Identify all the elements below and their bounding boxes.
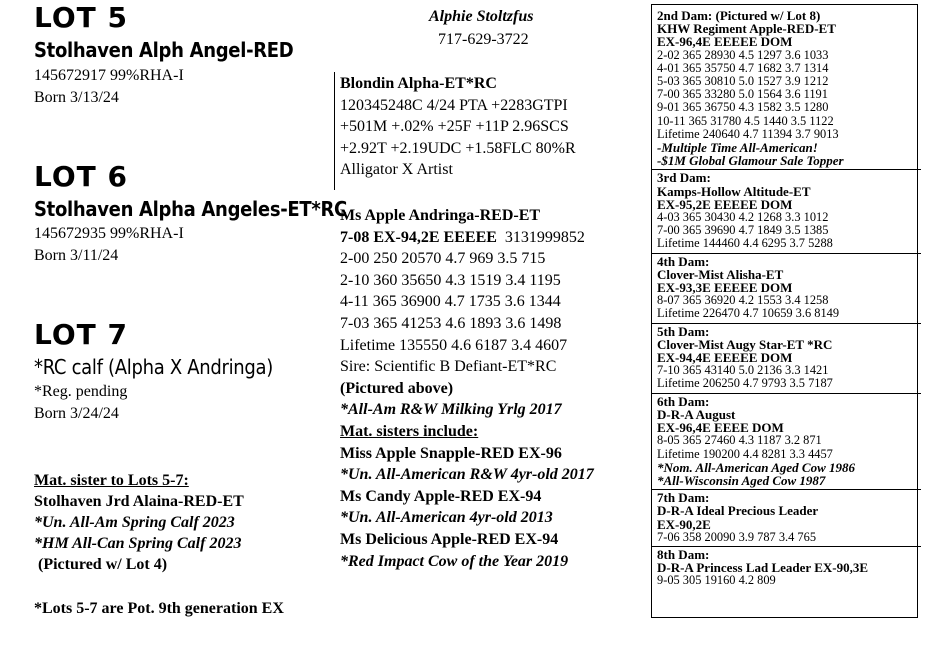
- dam6-name: D-R-A August: [657, 406, 736, 422]
- dam5-title: 5th Dam:: [657, 323, 710, 339]
- sire-block: [340, 73, 576, 181]
- dam6-note: *Nom. All-American Aged Cow 1986: [657, 459, 856, 475]
- dam5-lifetime: Lifetime 206250 4.7 9793 3.5 7187: [657, 376, 833, 391]
- mat-sister-item-name: Ms Candy Apple-RED EX-94: [340, 487, 542, 505]
- lot7-id: *Reg. pending: [34, 383, 128, 400]
- dam7-title: 7th Dam:: [657, 490, 710, 506]
- lot7-name: *RC calf (Alpha X Andringa): [34, 355, 273, 379]
- dam-record: 7-03 365 41253 4.6 1893 3.6 1498: [340, 314, 562, 332]
- sire-name: Blondin Alpha-ET*RC: [340, 75, 497, 92]
- dam3-title: 3rd Dam:: [657, 170, 711, 186]
- dam2-record: 5-03 365 30810 5.0 1527 3.9 1212: [657, 74, 829, 89]
- lot6-born: Born 3/11/24: [34, 247, 119, 264]
- dam2-record: 7-00 365 33280 5.0 1564 3.6 1191: [657, 87, 828, 102]
- dam2-record: 9-01 365 36750 4.3 1582 3.5 1280: [657, 100, 829, 115]
- dam-award: *All-Am R&W Milking Yrlg 2017: [340, 401, 562, 419]
- lot6-id: 145672935 99%RHA-I: [34, 225, 184, 242]
- sire-line: Alligator X Artist: [340, 161, 453, 179]
- dam4-class: EX-93,3E EEEEE DOM: [657, 280, 793, 296]
- lot5-name: Stolhaven Alph Angel-RED: [34, 38, 294, 62]
- mat-sister-item-name: Ms Delicious Apple-RED EX-94: [340, 530, 559, 548]
- dam6-note: *All-Wisconsin Aged Cow 1987: [657, 472, 826, 488]
- dam2-record: 2-02 365 28930 4.5 1297 3.6 1033: [657, 47, 829, 62]
- dam8-name: D-R-A Princess Lad Leader EX-90,3E: [657, 560, 869, 576]
- dam3-record: 7-00 365 39690 4.7 1849 3.5 1385: [657, 223, 829, 238]
- pedigree-list: [657, 9, 915, 588]
- sire-line: +501M +.02% +25F +11P 2.96SCS: [340, 118, 569, 136]
- dam-record: 4-11 365 36900 4.7 1735 3.6 1344: [340, 293, 561, 311]
- dam-record: 2-10 360 35650 4.3 1519 3.4 1195: [340, 271, 561, 289]
- dam2-title: 2nd Dam: (Pictured w/ Lot 8): [657, 8, 821, 23]
- dam2-record: 10-11 365 31780 4.5 1440 3.5 1122: [657, 113, 834, 128]
- dam2-record: 4-01 365 35750 4.7 1682 3.7 1314: [657, 60, 829, 75]
- dam3-class: EX-95,2E EEEEE DOM: [657, 196, 793, 212]
- dam5-record: 7-10 365 43140 5.0 2136 3.3 1421: [657, 363, 829, 378]
- dam4-name: Clover-Mist Alisha-ET: [657, 266, 784, 282]
- dam7-name: D-R-A Ideal Precious Leader: [657, 503, 819, 519]
- lot6-title: LOT 6: [34, 160, 128, 193]
- mat-sister-award-1: *Un. All-Am Spring Calf 2023: [34, 514, 235, 531]
- dam-name: Ms Apple Andringa-RED-ET: [340, 207, 541, 224]
- lot7-born: Born 3/24/24: [34, 405, 119, 422]
- lot6-name: Stolhaven Alpha Angeles-ET*RC: [34, 197, 347, 221]
- mat-sister-item-award: *Red Impact Cow of the Year 2019: [340, 552, 569, 570]
- mat-sister-item-award: *Un. All-American R&W 4yr-old 2017: [340, 466, 594, 484]
- dam-sire: Sire: Scientific B Defiant-ET*RC: [340, 358, 557, 376]
- dam4-title: 4th Dam:: [657, 253, 710, 269]
- mat-sister-name: Stolhaven Jrd Alaina-RED-ET: [34, 493, 244, 510]
- mat-sisters-heading: Mat. sisters include:: [340, 422, 479, 440]
- mat-sister-note: (Pictured w/ Lot 4): [38, 556, 168, 573]
- dam6-lifetime: Lifetime 190200 4.4 8281 3.3 4457: [657, 446, 833, 461]
- dam3-record: 4-03 365 30430 4.2 1268 3.3 1012: [657, 210, 829, 225]
- footer-note: *Lots 5-7 are Pot. 9th generation EX: [34, 600, 284, 617]
- dam7-class: EX-90,2E: [657, 516, 711, 532]
- dam4-record: 8-07 365 36920 4.2 1553 3.4 1258: [657, 293, 829, 308]
- dam3-name: Kamps-Hollow Altitude-ET: [657, 183, 811, 199]
- dam6-title: 6th Dam:: [657, 393, 710, 409]
- dam2-note: -$1M Global Glamour Sale Topper: [657, 153, 844, 169]
- mat-sister-item-award: *Un. All-American 4yr-old 2013: [340, 509, 553, 527]
- dam6-record: 8-05 365 27460 4.3 1187 3.2 871: [657, 433, 822, 448]
- dam2-lifetime: Lifetime 240640 4.7 11394 3.7 9013: [657, 126, 839, 141]
- dam5-name: Clover-Mist Augy Star-ET *RC: [657, 336, 833, 352]
- dam2-class: EX-96,4E EEEEE DOM: [657, 34, 793, 50]
- dam8-title: 8th Dam:: [657, 546, 710, 562]
- dam-id: 3131999852: [504, 228, 585, 246]
- dam-class: 7-08 EX-94,2E EEEEE: [340, 228, 497, 246]
- dam7-record: 7-06 358 20090 3.9 787 3.4 765: [657, 529, 817, 544]
- lot5-born: Born 3/13/24: [34, 89, 119, 106]
- mat-sister-heading: Mat. sister to Lots 5-7:: [34, 472, 189, 489]
- owner-phone: 717-629-3722: [438, 31, 529, 48]
- lot5-id: 145672917 99%RHA-I: [34, 67, 184, 84]
- dam-lifetime: Lifetime 135550 4.6 6187 3.4 4607: [340, 336, 568, 354]
- dam2-name: KHW Regiment Apple-RED-ET: [657, 21, 836, 37]
- dam5-class: EX-94,4E EEEEE DOM: [657, 350, 793, 366]
- dam2-note: -Multiple Time All-American!: [657, 140, 818, 156]
- sire-line: +2.92T +2.19UDC +1.58FLC 80%R: [340, 139, 576, 157]
- dam-record: 2-00 250 20570 4.7 969 3.5 715: [340, 250, 546, 268]
- sire-line: 120345248C 4/24 PTA +2283GTPI: [340, 96, 568, 114]
- dam4-lifetime: Lifetime 226470 4.7 10659 3.6 8149: [657, 306, 840, 321]
- mat-sister-award-2: *HM All-Can Spring Calf 2023: [34, 535, 242, 552]
- lot5-title: LOT 5: [34, 1, 128, 34]
- dam8-record: 9-05 305 19160 4.2 809: [657, 573, 776, 588]
- dam-block: [340, 205, 594, 572]
- owner-name: Alphie Stoltzfus: [429, 8, 534, 25]
- dam-pictured: (Pictured above): [340, 379, 454, 397]
- dam3-lifetime: Lifetime 144460 4.4 6295 3.7 5288: [657, 236, 833, 251]
- lot7-title: LOT 7: [34, 318, 128, 351]
- dam6-class: EX-96,4E EEEE DOM: [657, 420, 784, 436]
- mat-sister-item-name: Miss Apple Snapple-RED EX-96: [340, 444, 562, 462]
- divider-line: [334, 72, 335, 190]
